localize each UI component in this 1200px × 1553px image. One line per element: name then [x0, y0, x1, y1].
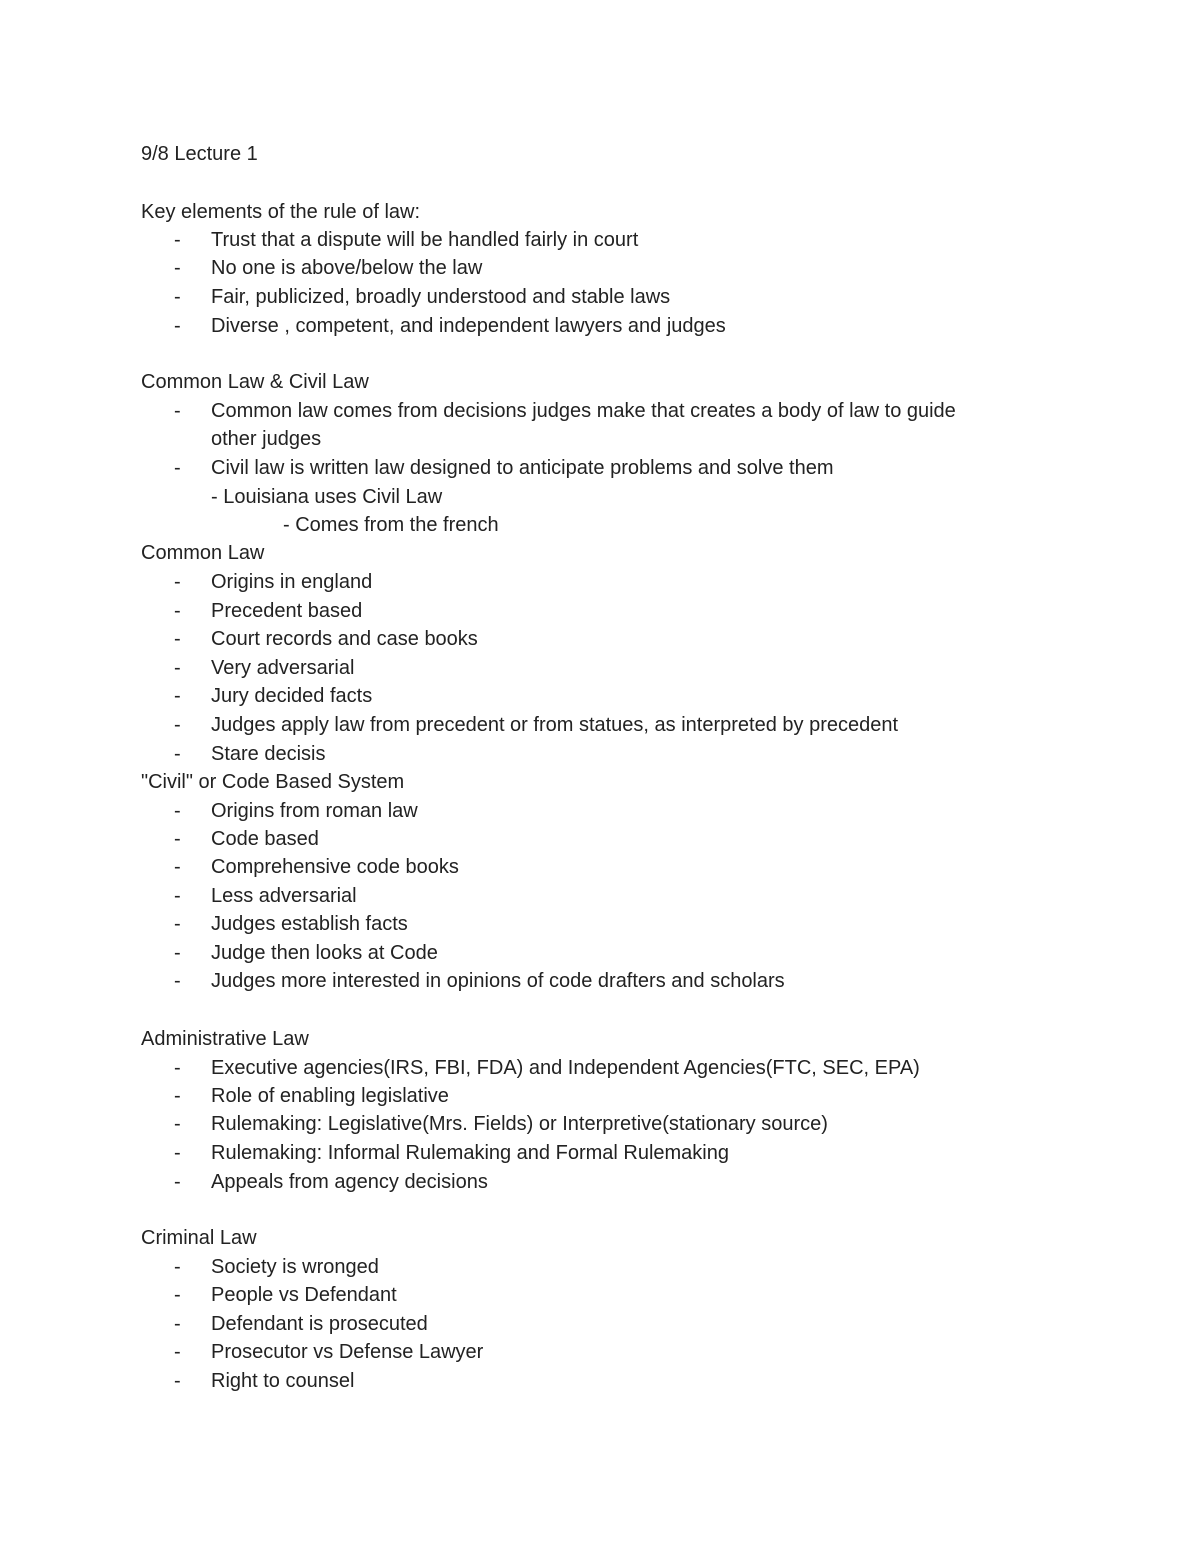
list-item-continuation: other judges: [211, 428, 322, 450]
list-item: Origins from roman law: [211, 800, 418, 822]
bullet-dash: -: [174, 856, 181, 878]
list-item: Rulemaking: Legislative(Mrs. Fields) or Interpretive(stationary source): [211, 1113, 828, 1135]
list-item: Common law comes from decisions judges make that creates a body of law to guide: [211, 400, 956, 422]
section-heading-common-civil: Common Law & Civil Law: [141, 371, 369, 393]
bullet-dash: -: [174, 400, 181, 422]
list-item: Fair, publicized, broadly understood and stable laws: [211, 286, 671, 308]
list-item: Diverse , competent, and independent lawyers and judges: [211, 315, 726, 337]
list-item: Code based: [211, 828, 319, 850]
list-item: Role of enabling legislative: [211, 1085, 449, 1107]
list-item: Origins in england: [211, 571, 373, 593]
bullet-dash: -: [174, 1370, 181, 1392]
bullet-dash: -: [174, 1142, 181, 1164]
list-item: Less adversarial: [211, 885, 357, 907]
bullet-dash: -: [174, 1057, 181, 1079]
bullet-dash: -: [174, 970, 181, 992]
list-item: No one is above/below the law: [211, 257, 483, 279]
sub-list-item: - Louisiana uses Civil Law: [211, 486, 443, 508]
bullet-dash: -: [174, 229, 181, 251]
bullet-dash: -: [174, 628, 181, 650]
list-item: Jury decided facts: [211, 685, 373, 707]
bullet-dash: -: [174, 885, 181, 907]
list-item: Prosecutor vs Defense Lawyer: [211, 1341, 484, 1363]
section-heading-criminal: Criminal Law: [141, 1227, 257, 1249]
bullet-dash: -: [174, 1313, 181, 1335]
bullet-dash: -: [174, 714, 181, 736]
section-heading-rule-of-law: Key elements of the rule of law:: [141, 201, 421, 223]
list-item: Society is wronged: [211, 1256, 379, 1278]
list-item: Defendant is prosecuted: [211, 1313, 428, 1335]
section-heading-common-law: Common Law: [141, 542, 265, 564]
bullet-dash: -: [174, 600, 181, 622]
bullet-dash: -: [174, 315, 181, 337]
list-item: Trust that a dispute will be handled fairly in court: [211, 229, 639, 251]
bullet-dash: -: [174, 1284, 181, 1306]
bullet-dash: -: [174, 913, 181, 935]
bullet-dash: -: [174, 1341, 181, 1363]
list-item: Judges more interested in opinions of code drafters and scholars: [211, 970, 785, 992]
bullet-dash: -: [174, 286, 181, 308]
list-item: Comprehensive code books: [211, 856, 459, 878]
list-item: Stare decisis: [211, 743, 326, 765]
bullet-dash: -: [174, 571, 181, 593]
bullet-dash: -: [174, 1113, 181, 1135]
bullet-dash: -: [174, 1171, 181, 1193]
list-item: Judges establish facts: [211, 913, 408, 935]
list-item: Very adversarial: [211, 657, 355, 679]
bullet-dash: -: [174, 828, 181, 850]
section-heading-civil-code: "Civil" or Code Based System: [141, 771, 405, 793]
bullet-dash: -: [174, 1256, 181, 1278]
bullet-dash: -: [174, 1085, 181, 1107]
list-item: Judge then looks at Code: [211, 942, 438, 964]
list-item: Court records and case books: [211, 628, 478, 650]
bullet-dash: -: [174, 685, 181, 707]
page-title: 9/8 Lecture 1: [141, 143, 258, 165]
bullet-dash: -: [174, 257, 181, 279]
bullet-dash: -: [174, 457, 181, 479]
list-item: Appeals from agency decisions: [211, 1171, 488, 1193]
list-item: Judges apply law from precedent or from statues, as interpreted by precedent: [211, 714, 899, 736]
list-item: Civil law is written law designed to anticipate problems and solve them: [211, 457, 834, 479]
bullet-dash: -: [174, 743, 181, 765]
list-item: Executive agencies(IRS, FBI, FDA) and Independent Agencies(FTC, SEC, EPA): [211, 1057, 920, 1079]
list-item: Rulemaking: Informal Rulemaking and Formal Rulemaking: [211, 1142, 729, 1164]
list-item: People vs Defendant: [211, 1284, 397, 1306]
list-item: Right to counsel: [211, 1370, 355, 1392]
list-item: Precedent based: [211, 600, 363, 622]
bullet-dash: -: [174, 657, 181, 679]
section-heading-administrative: Administrative Law: [141, 1028, 309, 1050]
bullet-dash: -: [174, 942, 181, 964]
bullet-dash: -: [174, 800, 181, 822]
sub-sub-list-item: - Comes from the french: [283, 514, 499, 536]
